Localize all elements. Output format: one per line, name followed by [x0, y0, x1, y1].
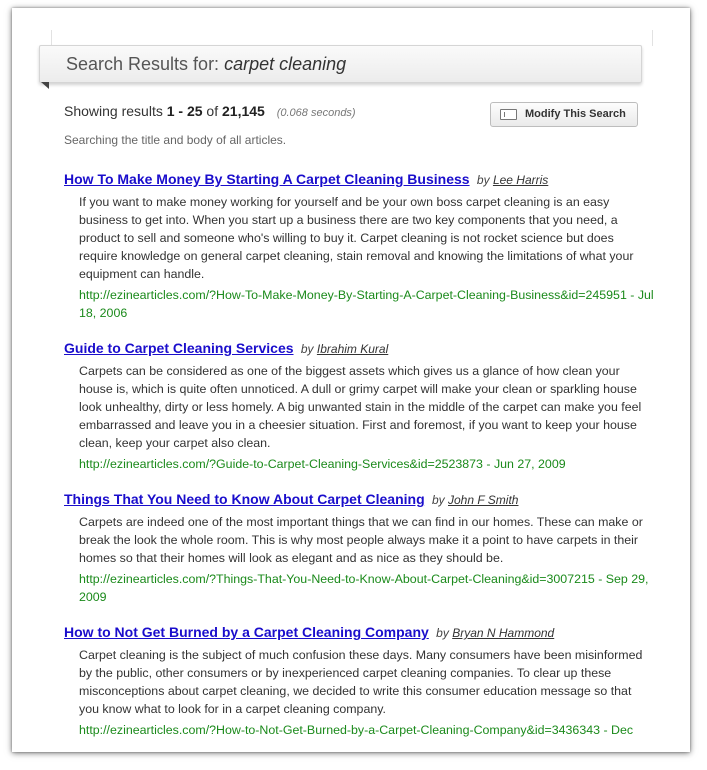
header-side-line: [652, 30, 653, 46]
result-item: [64, 491, 684, 606]
header-ribbon-fold: [41, 82, 49, 89]
result-item: [64, 171, 684, 322]
result-title-link[interactable]: Guide to Carpet Cleaning Services: [64, 340, 294, 356]
modify-search-button[interactable]: [490, 102, 638, 127]
search-time: (0.068 seconds): [276, 107, 356, 119]
header-prefix: Search Results for:: [66, 54, 220, 74]
of-word: of: [206, 103, 219, 119]
header-side-line: [51, 30, 52, 46]
results-total: 21,145: [222, 103, 265, 119]
result-title-link[interactable]: Things That You Need to Know About Carpet Cleaning: [64, 491, 425, 507]
by-word: by: [476, 173, 490, 187]
result-summary: Carpets are indeed one of the most important things that we can find in our homes. These can make or break the look the whole room. This is why most people always make it a point to have carpets in their homes so that their homes will look as elegant and as nice as they should be.: [79, 515, 643, 565]
search-scope-note: Searching the title and body of all articles.: [64, 133, 287, 147]
by-word: by: [431, 493, 445, 507]
result-title-link[interactable]: How to Not Get Burned by a Carpet Cleaning Company: [64, 624, 429, 640]
byline: [301, 342, 388, 356]
by-word: by: [436, 626, 449, 640]
author-link[interactable]: Bryan N Hammond: [452, 626, 555, 640]
result-summary: If you want to make money working for yourself and be your own boss carpet cleaning is an easy business to get into. When you start up a business there are two key components that you need, a product to sell and someone who's willing to buy it. Carpet cleaning is not rocket science but does require knowledge on general carpet cleaning, stain removal and knowing the limitations of what your equipment can handle.: [79, 195, 634, 281]
author-link[interactable]: Ibrahim Kural: [316, 342, 389, 356]
result-title-link[interactable]: How To Make Money By Starting A Carpet Cleaning Business: [64, 171, 470, 187]
byline: [432, 493, 519, 507]
byline: [436, 626, 554, 640]
modify-search-label: Modify This Search: [525, 108, 626, 120]
results-count: [64, 103, 356, 119]
page-sheet: [12, 8, 690, 752]
results-list: [64, 171, 684, 752]
result-url[interactable]: http://ezinearticles.com/?Things-That-You-Need-to-Know-About-Carpet-Cleaning&id=3007215 - Sep 29, 2009: [79, 572, 649, 604]
result-url[interactable]: http://ezinearticles.com/?How-to-Not-Get-Burned-by-a-Carpet-Cleaning-Company&id=3436343 - Dec: [79, 723, 634, 737]
result-item: [64, 340, 684, 473]
page-title: [66, 54, 346, 75]
search-query: carpet cleaning: [224, 54, 347, 74]
result-summary: Carpets can be considered as one of the biggest assets which gives us a glance of how clean your house is, which is quite often unnoticed. A dull or grimy carpet will make your clean or sparkling house look unhealthy, dirty or less homely. A big unwanted stain in the middle of the carpet can make you feel embarrassed and leave you in a cheesier situation. First and foremost, if you want to keep your house clean, keep your carpet also clean.: [79, 364, 642, 450]
result-title-line: [64, 171, 684, 187]
result-title-line: [64, 340, 684, 356]
results-range: 1 - 25: [166, 103, 203, 119]
result-title-line: [64, 624, 684, 640]
result-summary: Carpet cleaning is the subject of much confusion these days. Many consumers have been misinformed by the public, other consumers or by inexperienced carpet cleaning companies. To clear up these misconceptions about carpet cleaning, we decided to write this consumer education message so that you know what to look for in a carpet cleaning company.: [79, 648, 643, 716]
result-title-line: [64, 491, 684, 507]
search-results-header: [39, 45, 642, 83]
result-url[interactable]: http://ezinearticles.com/?How-To-Make-Money-By-Starting-A-Carpet-Cleaning-Business&id=245951 - Jul 18, 2006: [79, 288, 654, 320]
by-word: by: [300, 342, 314, 356]
author-link[interactable]: Lee Harris: [492, 173, 549, 187]
edit-form-icon: [500, 109, 517, 120]
author-link[interactable]: John F Smith: [448, 493, 519, 507]
byline: [477, 173, 548, 187]
showing-prefix: Showing results: [64, 103, 163, 119]
result-item: [64, 624, 684, 739]
result-url[interactable]: http://ezinearticles.com/?Guide-to-Carpet-Cleaning-Services&id=2523873 - Jun 27, 2009: [79, 457, 566, 471]
